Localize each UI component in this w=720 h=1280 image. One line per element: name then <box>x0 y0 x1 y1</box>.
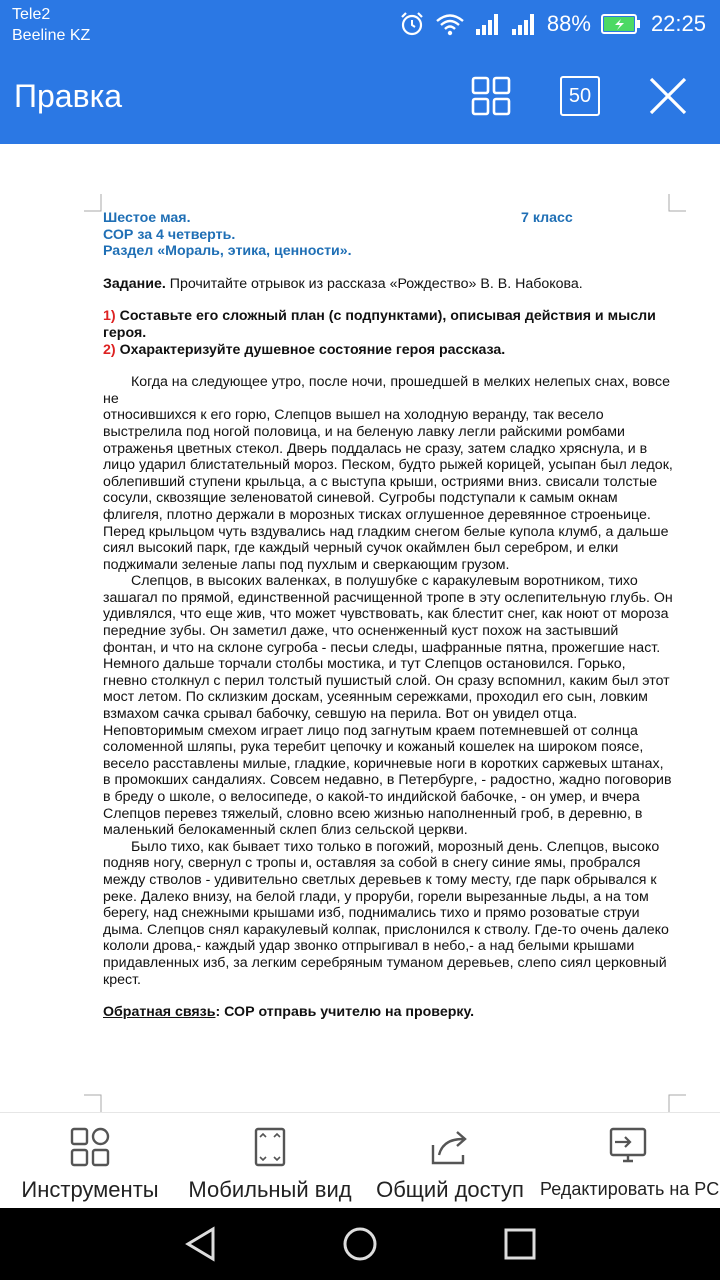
app-title: Правка <box>14 78 123 114</box>
doc-grade: 7 класс <box>521 210 573 226</box>
doc-section: Раздел «Мораль, этика, ценности». <box>103 243 352 260</box>
system-nav-bar <box>0 1208 720 1280</box>
question-2-number: 2) <box>103 341 116 358</box>
back-icon <box>183 1226 217 1262</box>
status-icons <box>399 8 706 40</box>
recents-button[interactable] <box>500 1224 540 1264</box>
edit-on-pc-label: Редактировать на PC <box>540 1179 720 1199</box>
home-icon <box>342 1226 378 1262</box>
close-button[interactable] <box>644 72 692 120</box>
mobile-view-label: Мобильный вид <box>188 1177 352 1202</box>
doc-header <box>103 210 673 260</box>
question-1-text: Составьте его сложный план (с подпунктами), описывая действия и мысли героя. <box>103 308 656 341</box>
signal-icon-2 <box>511 12 537 36</box>
page-corner-mark <box>84 1094 102 1112</box>
question-2 <box>103 342 673 359</box>
wifi-icon <box>435 12 465 36</box>
paragraph-2: Слепцов, в высоких валенках, в полушубке с каракулевым воротником, тихо зашагал по прямой, единственной расчищенной тропе в эту ослепительную глубь. Он удивлялся, что еще жив, что может чувствовать, как блестит снег, как ноют от мороза передние зубы. Он заметил даже, что осненженный куст похож на застывший фонтан, и что на склоне сугроба - песьи следы, шафранные пятна, прожегшие наст. Немного дальше торчали столбы мостика, и тут Слепцов остановился. Горько, гневно столкнул с перил толстый пушистый слой. Он сразу вспомнил, каким был этот мост летом. По склизким доскам, усеянным сережками, проходил его сын, ловким взмахом сачка срывал бабочку, севшую на перила. Вот он увидел отца. Неповторимым смехом играет лицо под загнутым краем потемневшей от солнца соломенной шляпы, рука теребит цепочку и кожаный кошелек на широком поясе, весело расставлены милые, гладкие, коричневые ноги в коротких саржевых штанах, в промокших сандалиях. Совсем недавно, в Петербурге, - радостно, жадно поговорив в бреду о школе, о велосипеде, о какой-то индийской бабочке, - он умер, и вчера Слепцов перевез тяжелый, словно всею жизнью наполненный гроб, в деревню, в маленький белокаменный склеп близ сельской церкви. <box>103 573 673 839</box>
page-count-button[interactable] <box>556 72 604 120</box>
bottom-toolbar <box>0 1112 720 1209</box>
page-count-icon <box>560 76 600 116</box>
task-text: Прочитайте отрывок из рассказа «Рождество» В. В. Набокова. <box>165 275 583 292</box>
close-icon <box>648 76 688 116</box>
share-button[interactable] <box>372 1113 528 1209</box>
page-corner-mark <box>668 1094 686 1112</box>
back-button[interactable] <box>180 1224 220 1264</box>
grid-view-button[interactable] <box>467 72 515 120</box>
battery-percent: 88% <box>546 11 591 36</box>
tools-label: Инструменты <box>21 1177 159 1202</box>
carrier-info <box>12 4 90 46</box>
question-1-number: 1) <box>103 308 116 325</box>
document-view[interactable] <box>0 144 720 1112</box>
page-count-value: 50 <box>568 84 592 107</box>
feedback <box>103 1004 673 1021</box>
home-button[interactable] <box>340 1224 380 1264</box>
battery-icon <box>601 13 641 35</box>
paragraph-3: Было тихо, как бывает тихо только в погожий, морозный день. Слепцов, высоко подняв ногу, свернул с тропы и, оставляя за собой в снегу синие ямы, пробрался между стволов - удивительно светлых деревьев к тому месту, где парк обрывался к реке. Далеко внизу, на белой глади, у проруби, горели вырезанные льды, а на том берегу, над снежными крышами изб, поднимались тихо и прямо розоватые струи дыма. Слепцов снял каракулевый колпак, прислонился к стволу. Где-то очень далеко кололи дрова,- каждый удар звонко отпрыгивал в небо,- а над белыми крышами придавленных изб, за легким серебряным туманом деревьев, слепо сиял церковный крест. <box>103 838 669 988</box>
edit-on-pc-button[interactable] <box>540 1113 720 1209</box>
page-corner-mark <box>84 194 102 212</box>
paragraph-1: относившихся к его горю, Слепцов вышел на холодную веранду, так весело выстрелила под ногой половица, и на беленую лавку легли райскими ромбами отраженья цветных стекол. Дверь поддалась не сразу, затем сладко хряснула, и в лицо ударил блистательный мороз. Песком, будто рыжей корицей, усыпан был ледок, облепивший ступени крыльца, а с выступа крыши, остриями вниз. свисали толстые сосули, сквозящие зеленоватой синевой. Сугробы подступали к самым окнам флигеля, плотно держали в морозных тисках оглушенное деревянное строеньице. Перед крыльцом чуть вздувались над гладким снегом белые купола клумб, а дальше сиял высокий парк, где каждый черный сучок окаймлен был серебром, и елки поджимали зеленые лапы под пухлым и сверкающим грузом. <box>103 407 673 573</box>
carrier-1: Tele2 <box>12 6 51 23</box>
status-bar <box>0 0 720 48</box>
task-label: Задание. <box>103 275 166 292</box>
question-2-text: Охарактеризуйте душевное состояние героя рассказа. <box>115 341 506 358</box>
tools-button[interactable] <box>12 1113 168 1209</box>
feedback-text: : СОР отправь учителю на проверку. <box>215 1004 475 1021</box>
paragraph-1-first-line: Когда на следующее утро, после ночи, прошедшей в мелких нелепых снах, вовсе не <box>103 374 671 407</box>
alarm-icon <box>399 11 425 37</box>
task <box>103 276 673 293</box>
mobile-view-icon <box>250 1127 290 1167</box>
grid-view-icon <box>471 76 511 116</box>
doc-date: Шестое мая. <box>103 210 191 226</box>
carrier-2: Beeline KZ <box>12 27 91 44</box>
recents-icon <box>504 1228 536 1260</box>
share-icon <box>429 1127 471 1167</box>
feedback-label: Обратная связь <box>103 1004 216 1021</box>
edit-on-pc-icon <box>607 1127 649 1167</box>
mobile-view-button[interactable] <box>182 1113 358 1209</box>
app-bar <box>0 48 720 144</box>
signal-icon-1 <box>475 12 501 36</box>
tools-icon <box>70 1127 110 1167</box>
page-content <box>103 210 673 1021</box>
doc-sor: СОР за 4 четверть. <box>103 226 236 243</box>
share-label: Общий доступ <box>376 1177 524 1202</box>
question-1 <box>103 308 673 341</box>
clock: 22:25 <box>650 11 706 36</box>
